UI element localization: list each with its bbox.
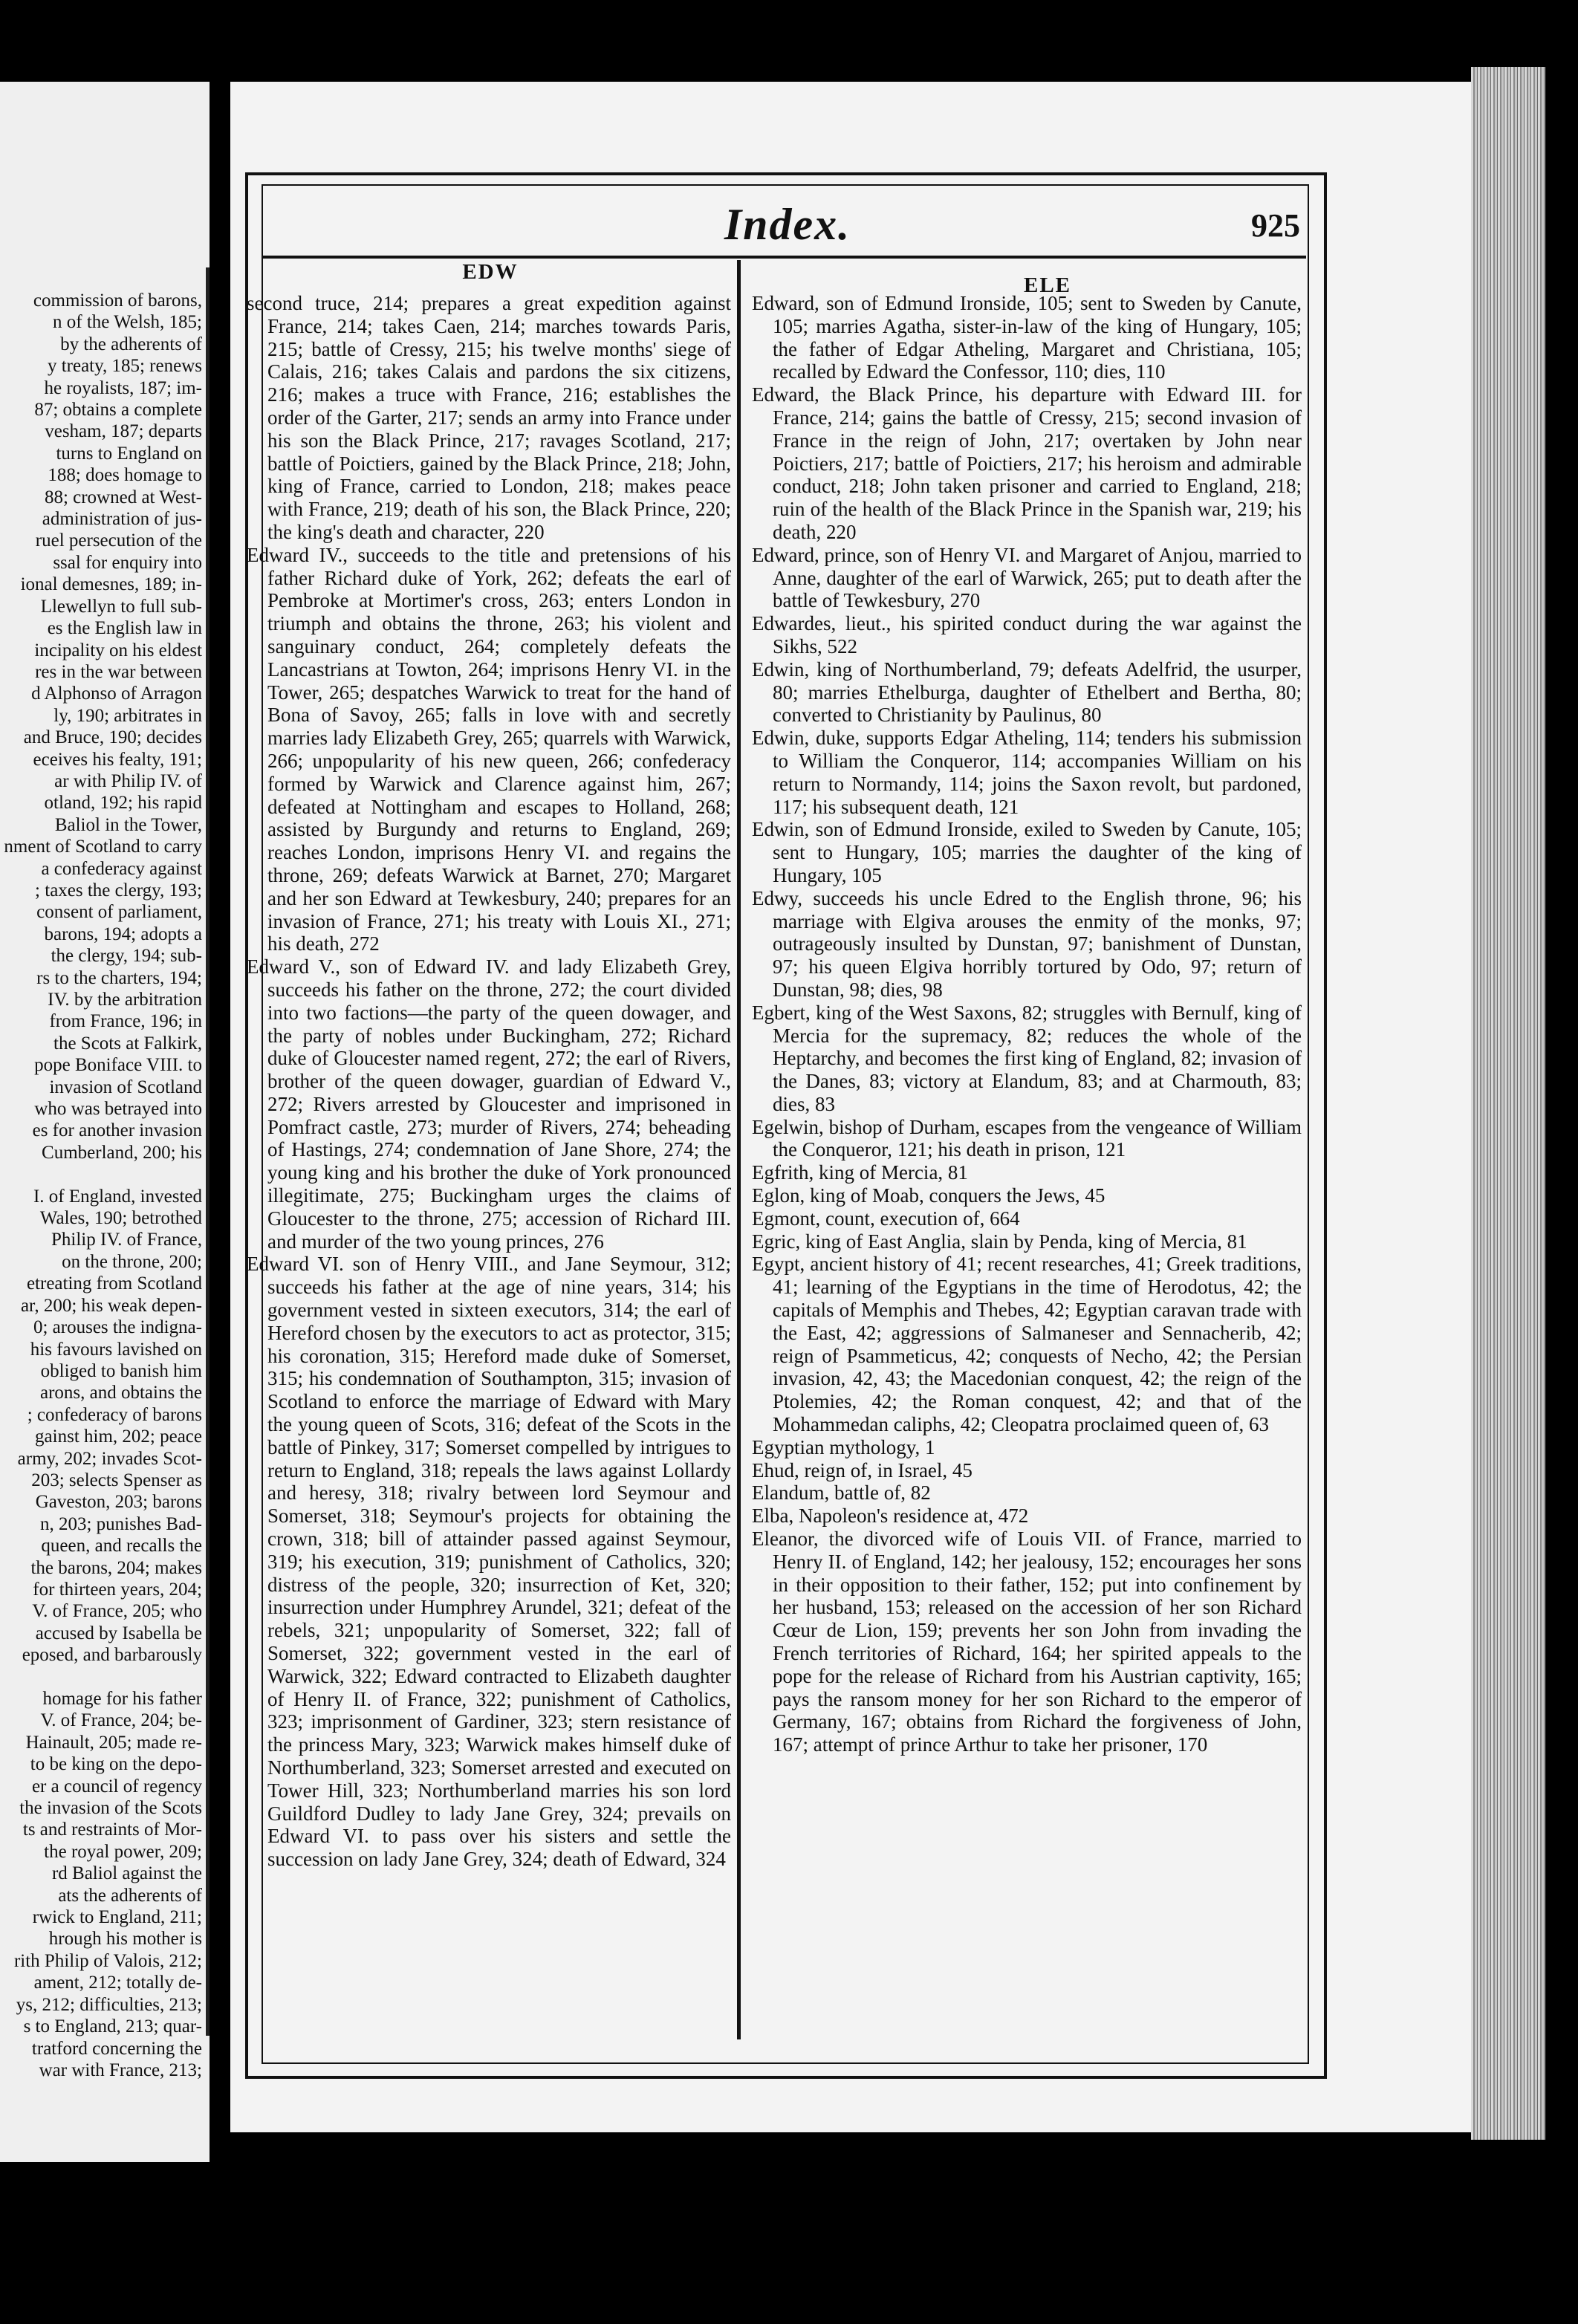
index-entry: Edward VI. son of Henry VIII., and Jane Seymour, 312; succeeds his father at the age of nine years, 314; his government vested in sixteen executors, 314; the earl of Hereford chosen by the executors to act as protector, 315; his coronation, 315; Hereford made duke of Somerset, 315; his condemnation of Southampton, 315; invasion of Scotland to enforce the marriage of Edward with Mary the young queen of Scots, 316; defeat of the Scots in the battle of Pinkey, 317; Somerset compelled by intrigues to return to England, 318; repeals the laws against Lollardy and heresy, 318; rivalry between lord Seymour and Somerset, 318; Seymour's projects for obtaining the crown, 318; bill of attainder passed against Seymour, 319; his execution, 319; punishment of Catholics, 320; distress of the people, 320; insurrection of Ket, 320; insurrection under Humphrey Arundel, 321; defeat of the rebels, 321; unpopularity of Somerset, 322; fall of Somerset, 322; government vested in the earl of Warwick, 322; Edward contracted to Elizabeth daughter of Henry II. of France, 322; punishment of Catholics, 323; imprisonment of Gardiner, 323; stern resistance of the princess Mary, 323; Warwick makes himself duke of Northumberland, 323; Somerset arrested and executed on Tower Hill, 323; Northumberland marries his son lord Guildford Dudley to lady Jane Grey, 324; prevails on Edward VI. to pass over his sisters and settle the succession on lady Jane Grey, 324; death of Edward, 324 [247,1253,731,1871]
facing-page-line: Cumberland, 200; his [42,1142,202,1163]
index-entry: Elandum, battle of, 82 [752,1481,931,1505]
facing-page-line: es for another invasion [32,1120,202,1141]
facing-page-line: ats the adherents of [58,1885,202,1906]
facing-page-rule [206,267,210,2036]
facing-page-line: otland, 192; his rapid [44,793,202,814]
facing-page-line: for thirteen years, 204; [33,1579,202,1600]
index-entry: Edwardes, lieut., his spirited conduct during the war against the Sikhs, 522 [752,612,1302,658]
facing-page-line: rith Philip of Valois, 212; [13,1950,202,1971]
index-entry: Edward, prince, son of Henry VI. and Margaret of Anjou, married to Anne, daughter of the earl of Warwick, 265; put to death after the battle of Tewkesbury, 270 [752,543,1302,612]
facing-page-line: homage for his father [42,1689,202,1709]
facing-page-line: rd Baliol against the [51,1863,202,1884]
index-entry: Eglon, king of Moab, conquers the Jews, 45 [752,1184,1105,1207]
facing-page-line: eceives his fealty, 191; [33,749,202,770]
index-entry: Edward V., son of Edward IV. and lady Elizabeth Grey, succeeds his father on the throne, 272; the court divided into two factions—the party of the queen dowager, and the party of nobles under Buckingham, 272; Richard duke of Gloucester named regent, 272; the earl of Rivers, brother of the queen dowager, guardian of Edward V., 272; Rivers arrested by Gloucester and imprisoned in Pomfract castle, 273; murder of Rivers, 274; beheading of Hastings, 274; condemnation of Jane Shore, 274; the young king and his brother the duke of York pronounced illegitimate, 275; Buckingham urges the claims of Gloucester to the throne, 275; accession of Richard III. and murder of the two young princes, 276 [247,955,731,1253]
facing-page-line: Philip IV. of France, [51,1230,202,1250]
facing-page-line: he royalists, 187; im- [44,377,202,398]
page-edges [1471,67,1545,2140]
facing-page-line: gainst him, 202; peace [35,1426,202,1447]
facing-page-line: eposed, and barbarously [22,1645,202,1666]
index-entry: Egfrith, king of Mercia, 81 [752,1161,968,1184]
facing-page-text [0,290,202,2081]
left-column [247,292,731,1871]
facing-page-line: Hainault, 205; made re- [25,1732,202,1753]
running-title: Index. [724,200,851,249]
facing-page-line: V. of France, 205; who [32,1601,202,1622]
facing-page-line: d Alphonso of Arragon [31,684,202,704]
facing-page-line: who was betrayed into [34,1099,202,1120]
facing-page-line: the clergy, 194; sub- [51,946,202,967]
facing-page-line: es the English law in [47,618,202,639]
page-number: 925 [1251,207,1300,244]
index-entry: Egmont, count, execution of, 664 [752,1207,1020,1230]
index-entry: Edwin, son of Edmund Ironside, exiled to Sweden by Canute, 105; sent to Hungary, 105; marries the daughter of the king of Hungary, 105 [752,818,1302,886]
index-entry: Eleanor, the divorced wife of Louis VII. of France, married to Henry II. of England, 142; her jealousy, 152; encourages her sons in their opposition to their father, 152; put into confinement by her husband, 153; released on the accession of her son Richard Cœur de Lion, 159; prevents her son John from invading the French territories of Richard, 164; her spirited appeals to the pope for the release of Richard from his Austrian captivity, 165; pays the ransom money for her son Richard to the emperor of Germany, 167; obtains from Richard the forgiveness of John, 167; attempt of prince Arthur to take her prisoner, 170 [752,1528,1302,1756]
facing-page-line: ional demesnes, 189; in- [20,574,202,595]
index-entry: Egbert, king of the West Saxons, 82; struggles with Bernulf, king of Mercia for the supremacy, 82; reduces the whole of the Heptarchy, and becomes the first king of England, 82; invasion of the Danes, 83; victory at Elandum, 83; and at Charmouth, 83; dies, 83 [752,1001,1302,1115]
facing-page-line: the barons, 204; makes [30,1557,202,1578]
index-entry: Edward IV., succeeds to the title and pretensions of his father Richard duke of York, 262; defeats the earl of Pembroke at Mortimer's cross, 263; enters London in triumph and obtains the throne, 263; his violent and sanguinary conduct, 264; completely defeats the Lancastrians at Towton, 264; imprisons Henry VI. in the Tower, 265; despatches Warwick to treat for the hand of Bona of Savoy, 265; falls in love with and secretly marries lady Elizabeth Grey, 265; quarrels with Warwick, 266; unpopularity of his new queen, 266; confederacy formed by Warwick and Clarence against him, 267; defeated at Nottingham and escapes to Holland, 268; assisted by Burgundy and returns to England, 269; reaches London, imprisons Henry VI. and regains the throne, 269; defeats Warwick at Barnet, 270; Margaret and her son Edward at Tewkesbury, 240; prepares for an invasion of France, 271; his treaty with Louis XI., 271; his death, 272 [247,543,731,955]
facing-page-line: the Scots at Falkirk, [53,1033,202,1054]
facing-page-line: Wales, 190; betrothed [39,1208,202,1229]
facing-page-line [0,1666,202,1688]
facing-page-line: and Bruce, 190; decides [23,727,202,748]
index-entry: second truce, 214; prepares a great expedition against France, 214; takes Caen, 214; marches towards Paris, 215; battle of Cressy, 215; his twelve months' siege of Calais, 216; takes Calais and pardons the six citizens, 216; makes a truce with France, 216; establishes the order of the Garter, 217; sends an army into France under his son the Black Prince, 217; ravages Scotland, 217; battle of Poictiers, gained by the Black Prince, 218; John, king of France, carried to London, 218; makes peace with France, 219; death of his son, the Black Prince, 220; the king's death and character, 220 [247,292,731,543]
facing-page-line: barons, 194; adopts a [44,924,202,944]
facing-page-line: queen, and recalls the [41,1536,202,1557]
facing-page-line: ruel persecution of the [35,530,202,551]
facing-page-line: pope Boniface VIII. to [34,1055,202,1076]
index-entry: Edwin, duke, supports Edgar Atheling, 114; tenders his submission to William the Conqueror, 114; accompanies William on his return to Normandy, 114; joins the Saxon revolt, but pardoned, 117; his subsequent death, 121 [752,727,1302,818]
index-entry: Egric, king of East Anglia, slain by Penda, king of Mercia, 81 [752,1230,1247,1253]
index-entry: Edwin, king of Northumberland, 79; defeats Adelfrid, the usurper, 80; marries Ethelburga, daughter of Ethelbert and Bertha, 80; converted to Christianity by Paulinus, 80 [752,658,1302,727]
facing-page-line: turns to England on [56,443,202,464]
facing-page-line: res in the war between [35,661,202,682]
facing-page-line: n of the Welsh, 185; [53,312,202,333]
right-guide-word: ELE [1023,273,1072,297]
facing-page-line: 0; arouses the indigna- [33,1317,202,1338]
facing-page-line: commission of barons, [33,290,202,311]
facing-page-line: IV. by the arbitration [48,990,202,1010]
facing-page-line: the invasion of the Scots [19,1798,202,1819]
facing-page-line: to be king on the depo- [30,1754,202,1775]
facing-page-line: rs to the charters, 194; [36,967,202,988]
facing-page-line: obliged to banish him [40,1360,202,1381]
facing-page-line: ys, 212; difficulties, 213; [16,1994,202,2015]
facing-page [0,82,210,2162]
facing-page-line: ar with Philip IV. of [54,770,202,791]
facing-page-line: etreating from Scotland [26,1273,202,1294]
header-rule [262,256,1306,259]
facing-page-line: a confederacy against [41,858,202,879]
facing-page-line: by the adherents of [60,334,202,354]
index-entry: Egyptian mythology, 1 [752,1435,935,1458]
facing-page-line: his favours lavished on [30,1339,202,1360]
index-entry: Edward, son of Edmund Ironside, 105; sent to Sweden by Canute, 105; marries Agatha, sister-in-law of the king of Hungary, 105; the father of Edgar Atheling, Margaret and Christiana, 105; recalled by Edward the Confessor, 110; dies, 110 [752,292,1302,383]
facing-page-line: Baliol in the Tower, [54,814,202,835]
facing-page-line: ; confederacy of barons [27,1404,202,1425]
index-entry: Elba, Napoleon's residence at, 472 [752,1505,1029,1528]
facing-page-line [0,1163,202,1185]
index-entry: Ehud, reign of, in Israel, 45 [752,1458,973,1481]
index-entry: Egelwin, bishop of Durham, escapes from the vengeance of William the Conqueror, 121; his death in prison, 121 [752,1115,1302,1161]
facing-page-line: Llewellyn to full sub- [40,596,202,617]
facing-page-line: 88; crowned at West- [44,487,202,507]
left-guide-word: EDW [462,260,519,284]
facing-page-line: ar, 200; his weak depen- [20,1295,202,1316]
facing-page-line: invasion of Scotland [49,1077,202,1097]
facing-page-line: Gaveston, 203; barons [35,1492,202,1513]
facing-page-line: on the throne, 200; [62,1251,202,1272]
facing-page-line: s to England, 213; quar- [23,2016,202,2037]
facing-page-line: ; taxes the clergy, 193; [35,880,202,900]
facing-page-line: administration of jus- [42,509,202,530]
facing-page-line: army, 202; invades Scot- [17,1448,202,1469]
facing-page-line: er a council of regency [31,1776,202,1796]
facing-page-line: I. of England, invested [33,1186,202,1207]
facing-page-line: 188; does homage to [48,465,202,486]
facing-page-line: ament, 212; totally de- [33,1973,202,1993]
facing-page-line: ly, 190; arbitrates in [53,705,202,726]
facing-page-line: from France, 196; in [49,1011,202,1032]
facing-page-line: incipality on his eldest [34,640,202,660]
facing-page-line: 203; selects Spenser as [31,1470,202,1490]
index-entry: Edwy, succeeds his uncle Edred to the English throne, 96; his marriage with Elgiva arouses the enmity of the monks, 97; outrageously insulted by Dunstan, 97; banishment of Dunstan, 97; his queen Elgiva horribly tortured by Odo, 97; return of Dunstan, 98; dies, 98 [752,886,1302,1001]
facing-page-line: vesham, 187; departs [45,421,202,442]
facing-page-line: consent of parliament, [36,902,202,923]
facing-page-line: accused by Isabella be [35,1623,202,1643]
facing-page-line: ssal for enquiry into [53,552,202,573]
facing-page-line: tratford concerning the [31,2038,202,2059]
facing-page-line: the royal power, 209; [44,1841,202,1862]
index-entry: Egypt, ancient history of 41; recent researches, 41; Greek traditions, 41; learning of the Egyptians in the time of Herodotus, 42; the capitals of Memphis and Thebes, 42; Egyptian caravan trade with the East, 42; aggressions of Salmaneser and Sennacherib, 42; reign of Psammeticus, 42; conquests of Necho, 42; the Persian invasion, 42, 43; the Macedonian conquest, 42; the reign of the Ptolemies, 42; the Roman conquest, 42; and that of the Mohammedan caliphs, 42; Cleopatra proclaimed queen of, 63 [752,1253,1302,1436]
facing-page-line: 87; obtains a complete [34,400,202,421]
facing-page-line: n, 203; punishes Bad- [39,1513,202,1534]
facing-page-line: ts and restraints of Mor- [22,1820,202,1840]
facing-page-line: arons, and obtains the [39,1383,202,1403]
facing-page-line: war with France, 213; [39,2060,202,2080]
index-entry: Edward, the Black Prince, his departure with Edward III. for France, 214; gains the battle of Cressy, 215; second invasion of France in the reign of John, 217; overtaken by John near Poictiers, 217; battle of Poictiers, 217; his heroism and admirable conduct, 218; John taken prisoner and carried to England, 218; ruin of the health of the Black Prince in the Spanish war, 219; his death, 220 [752,383,1302,543]
facing-page-line: rwick to England, 211; [32,1907,202,1928]
facing-page-line: hrough his mother is [48,1929,202,1950]
facing-page-line: V. of France, 204; be- [40,1710,202,1731]
column-rule [737,260,741,2039]
facing-page-line: nment of Scotland to carry [4,837,202,857]
facing-page-line: y treaty, 185; renews [47,356,202,377]
right-column [752,292,1302,1756]
